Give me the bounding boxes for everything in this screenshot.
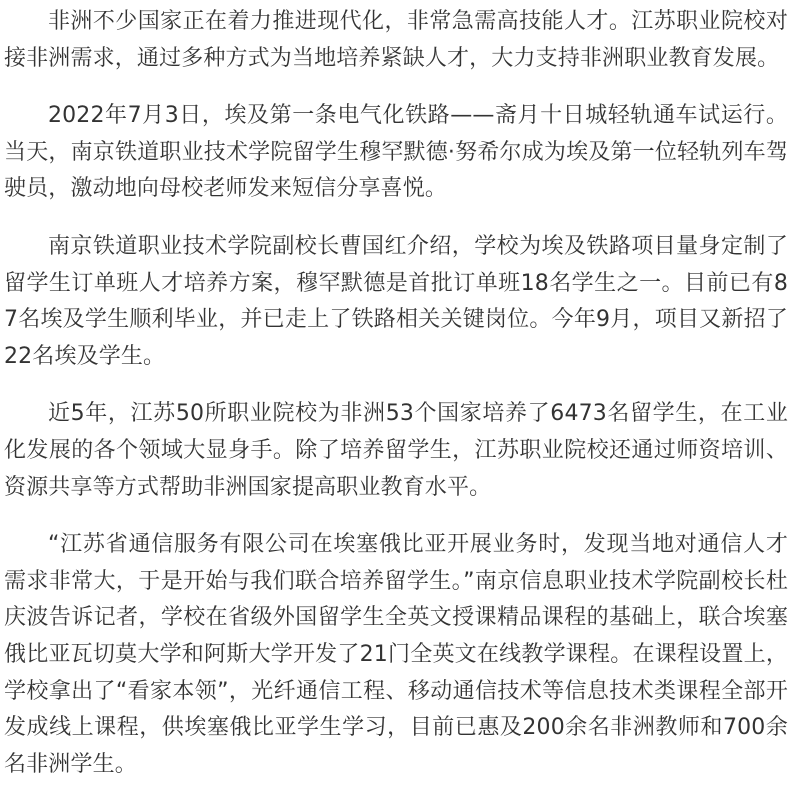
article-body — [0, 4, 796, 795]
paragraph-order-class: 南京铁道职业技术学院副校长曹国红介绍，学校为埃及铁路项目量身定制了留学生订单班人才培养方案，穆罕默德是首批订单班18名学生之一。目前已有87名埃及学生顺利毕业，并已走上了铁路相关关键岗位。今年9月，项目又新招了22名埃及学生。 — [4, 233, 788, 369]
paragraph-ethiopia-courses: “江苏省通信服务有限公司在埃塞俄比亚开展业务时，发现当地对通信人才需求非常大，于是开始与我们联合培养留学生。”南京信息职业技术学院副校长杜庆波告诉记者，学校在省级外国留学生全英文授课精品课程的基础上，联合埃塞俄比亚瓦切莫大学和阿斯大学开发了21门全英文在线教学课程。在课程设置上，学校拿出了“看家本领”，光纤通信工程、移动通信技术等信息技术类课程全部开发成线上课程，供埃塞俄比亚学生学习，目前已惠及200余名非洲教师和700余名非洲学生。 — [4, 532, 788, 777]
paragraph-intro: 非洲不少国家正在着力推进现代化，非常急需高技能人才。江苏职业院校对接非洲需求，通过多种方式为当地培养紧缺人才，大力支持非洲职业教育发展。 — [4, 9, 788, 71]
paragraph-jiangsu-colleges: 近5年，江苏50所职业院校为非洲53个国家培养了6473名留学生，在工业化发展的各个领域大显身手。除了培养留学生，江苏职业院校还通过师资培训、资源共享等方式帮助非洲国家提高职业教育水平。 — [4, 401, 788, 500]
paragraph-egypt-railway: 2022年7月3日，埃及第一条电气化铁路——斋月十日城轻轨通车试运行。当天，南京铁道职业技术学院留学生穆罕默德·努希尔成为埃及第一位轻轨列车驾驶员，激动地向母校老师发来短信分享喜悦。 — [4, 103, 788, 202]
